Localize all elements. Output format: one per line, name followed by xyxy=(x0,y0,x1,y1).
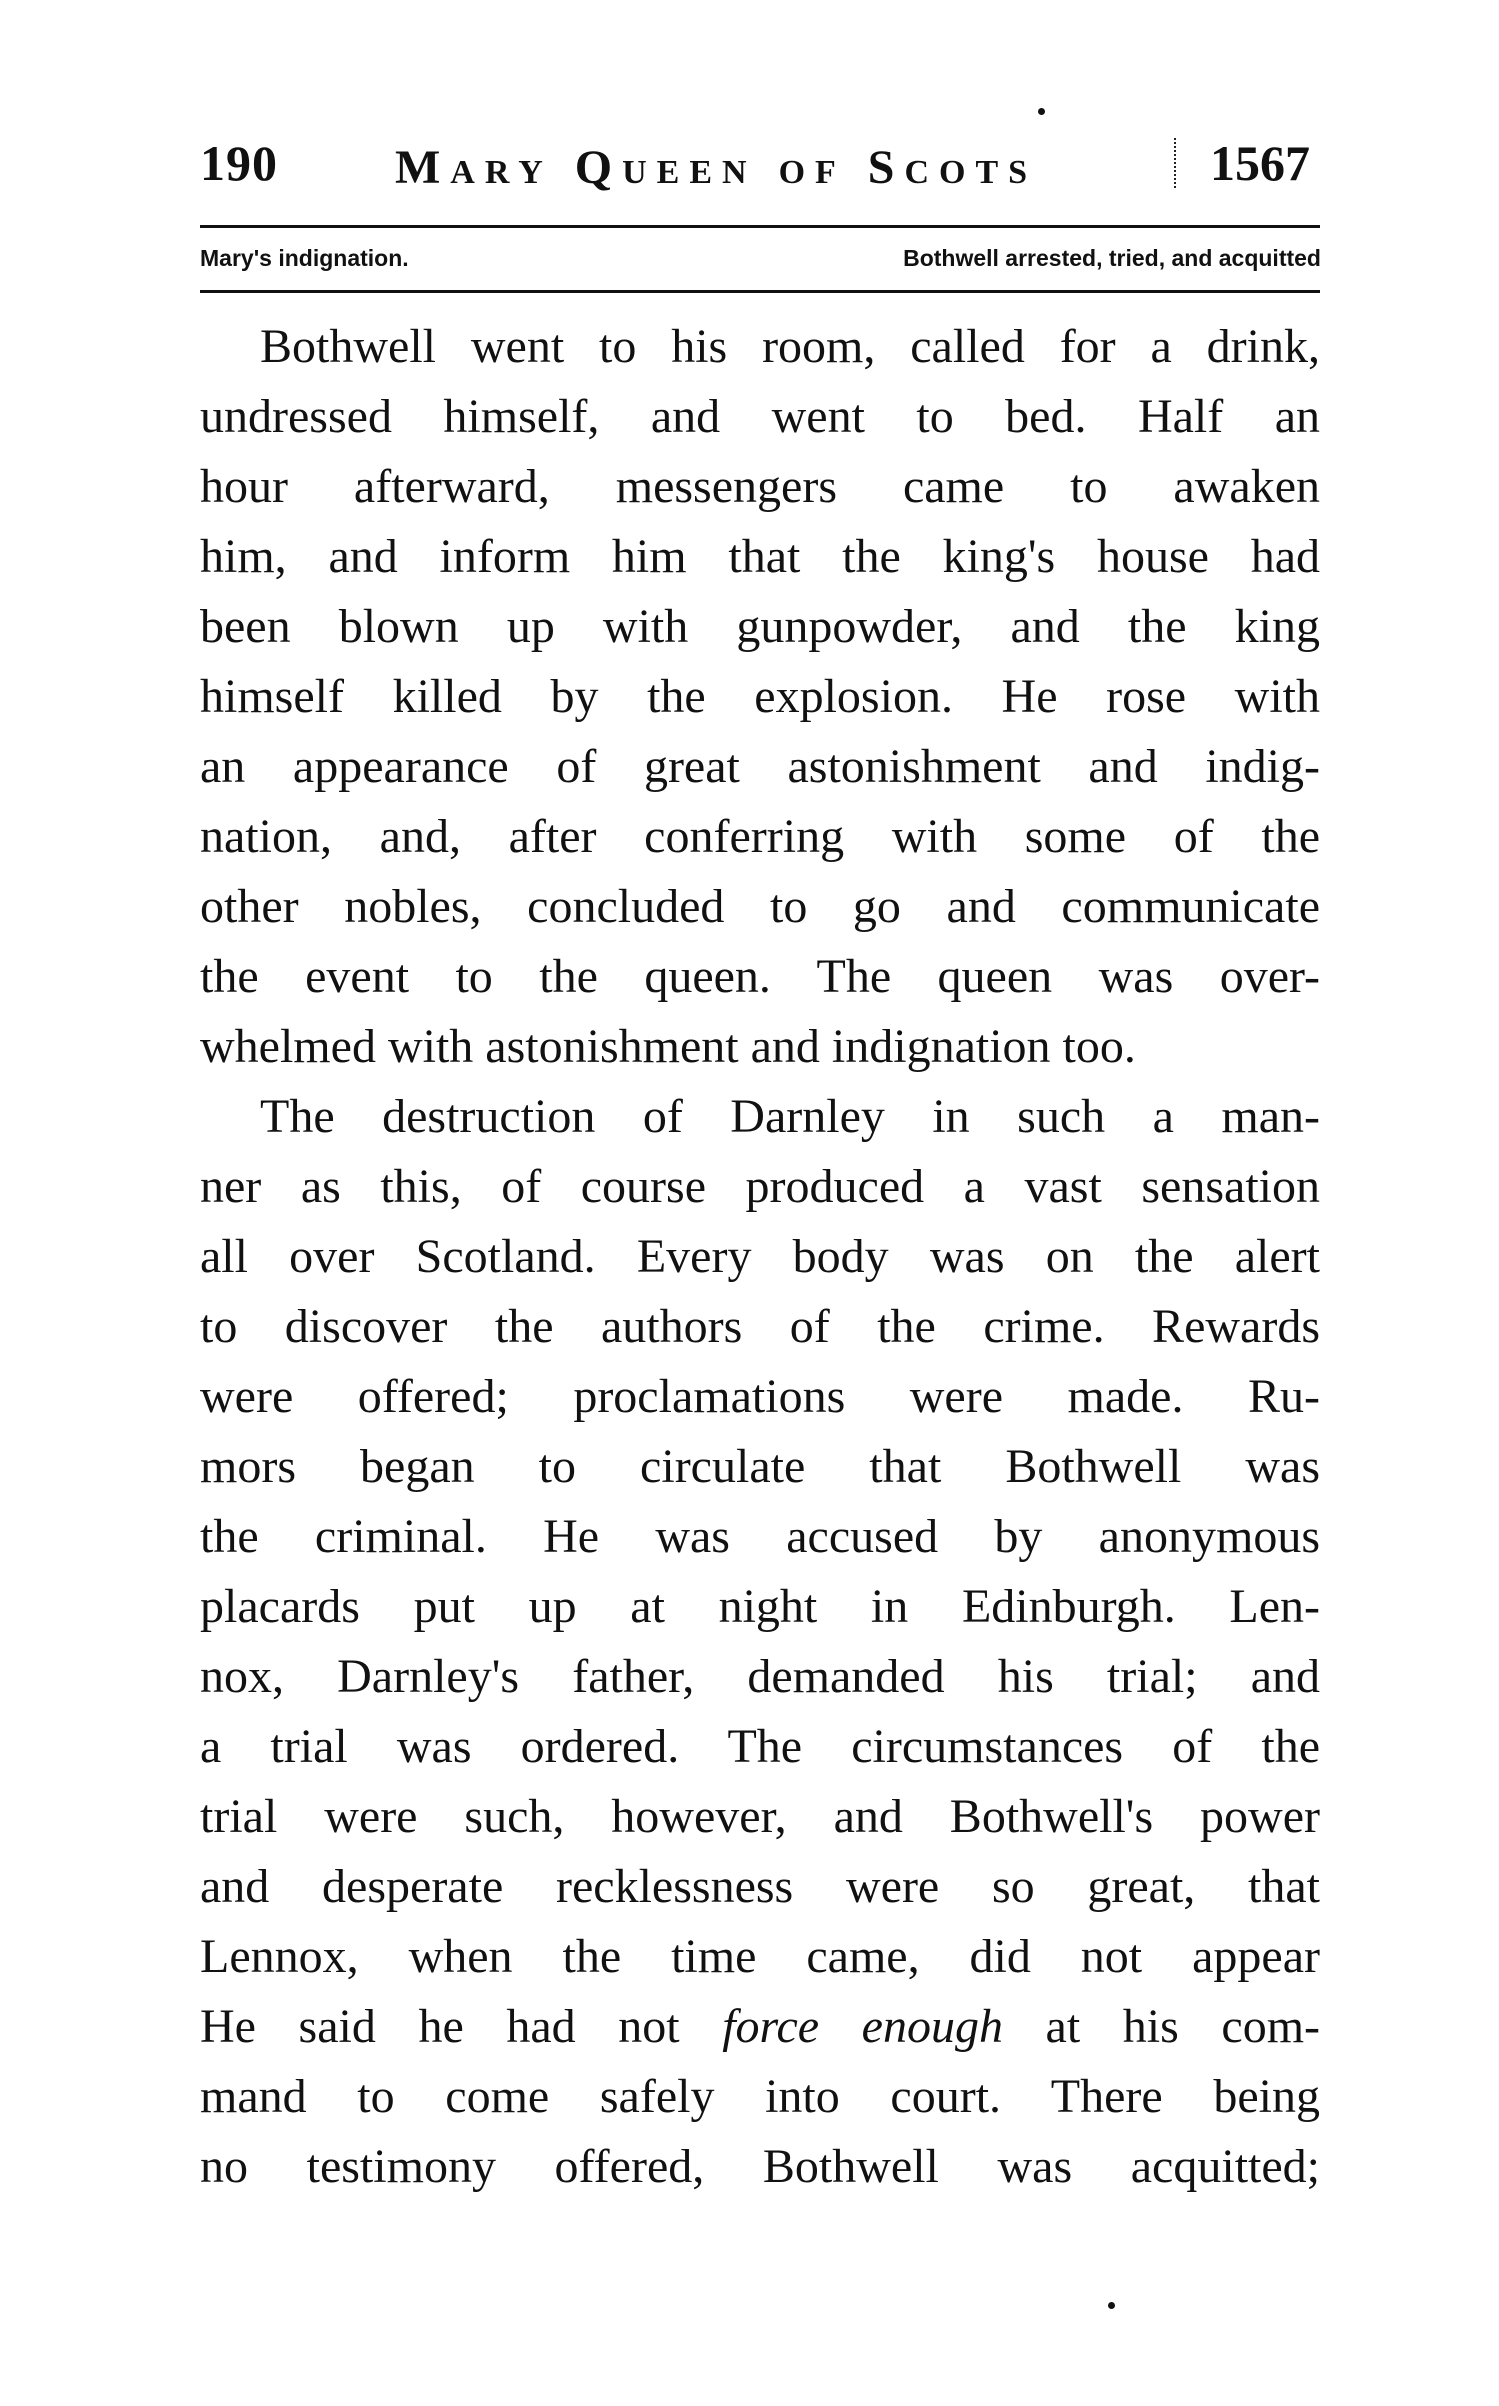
text-line: trial were such, however, and Bothwell's power xyxy=(200,1790,1320,1843)
text-line: mors began to circulate that Bothwell was xyxy=(200,1440,1320,1493)
text-line: whelmed with astonishment and indignation too. xyxy=(200,1020,1136,1073)
text-line: him, and inform him that the king's house had xyxy=(200,530,1320,583)
header-rule-bottom xyxy=(200,290,1320,293)
sidenote-right: Bothwell arrested, tried, and acquitted xyxy=(903,245,1321,271)
year-bracket-mark xyxy=(1174,138,1180,188)
text-line: were offered; proclamations were made. Ru- xyxy=(200,1370,1320,1423)
text-line: been blown up with gunpowder, and the king xyxy=(200,600,1320,653)
italic-phrase: force enough xyxy=(722,2000,1003,2053)
ink-speck xyxy=(1108,2302,1115,2309)
text-line: all over Scotland. Every body was on the alert xyxy=(200,1230,1320,1283)
text-line: to discover the authors of the crime. Rewards xyxy=(200,1300,1320,1353)
text-line: himself killed by the explosion. He rose with xyxy=(200,670,1320,723)
text-segment: He said he had not xyxy=(200,2000,723,2053)
page-header xyxy=(200,130,1320,200)
running-title: Mary Queen of Scots xyxy=(395,141,1038,194)
text-segment: at his com- xyxy=(1002,2000,1321,2053)
text-line: the criminal. He was accused by anonymous xyxy=(200,1510,1320,1563)
text-line: mand to come safely into court. There being xyxy=(200,2070,1320,2123)
text-line: nox, Darnley's father, demanded his trial; and xyxy=(200,1650,1320,1703)
text-line: a trial was ordered. The circumstances of the xyxy=(200,1720,1320,1773)
text-line: ner as this, of course produced a vast sensation xyxy=(200,1160,1320,1213)
text-line-with-italic xyxy=(200,1992,1320,2062)
text-line: an appearance of great astonishment and indig- xyxy=(200,740,1320,793)
text-line: nation, and, after conferring with some of the xyxy=(200,810,1320,863)
text-line: Bothwell went to his room, called for a drink, xyxy=(260,320,1320,373)
sidenote-left: Mary's indignation. xyxy=(200,245,409,271)
text-line: The destruction of Darnley in such a man- xyxy=(260,1090,1320,1143)
page-number: 190 xyxy=(200,135,278,191)
text-line: undressed himself, and went to bed. Half an xyxy=(200,390,1320,443)
text-line: no testimony offered, Bothwell was acquitted; xyxy=(200,2140,1320,2193)
body-text xyxy=(200,312,1320,2202)
text-line: and desperate recklessness were so great, that xyxy=(200,1860,1320,1913)
text-line: the event to the queen. The queen was over- xyxy=(200,950,1320,1003)
text-line: placards put up at night in Edinburgh. Len- xyxy=(200,1580,1320,1633)
text-line: Lennox, when the time came, did not appear xyxy=(200,1930,1320,1983)
ink-speck xyxy=(1038,108,1045,115)
header-year: 1567 xyxy=(1210,135,1310,191)
text-line: hour afterward, messengers came to awaken xyxy=(200,460,1320,513)
header-rule-top xyxy=(200,225,1320,228)
text-line: other nobles, concluded to go and communicate xyxy=(200,880,1320,933)
